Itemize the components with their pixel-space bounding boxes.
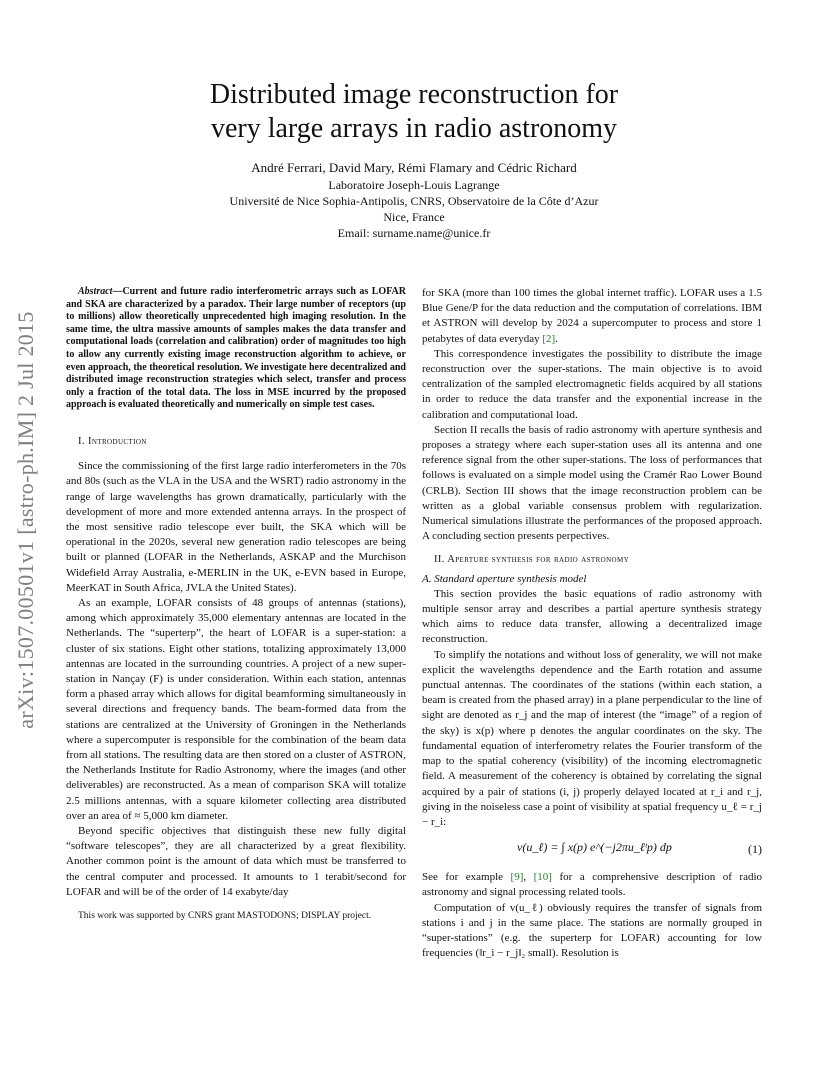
intro-paragraph: Since the commissioning of the first large radio interferometers in the 70s and 80s (such as the VLA in the USA and the WSRT) radio astronomy in the range of large wavelengths has grown dramatically, particularly with the development of more and more extended antenna arrays. In the prospect of the most sensitive radio telescope ever built, the SKA which will be operational in the 2020s, several new generation radio telescopes are being built or planned (LOFAR in the Netherlands, ASKAP and the Murchison Widefield Array Australia, e-MERLIN in the UK, e-EVN based in Europe, MeerKAT in South Africa, JVLA the United States). xyxy=(66,460,406,594)
email-line: Email: surname.name@unice.fr xyxy=(337,226,491,240)
subsection-heading: A. Standard aperture synthesis model xyxy=(422,572,587,585)
equation-1 xyxy=(422,832,762,866)
left-column xyxy=(66,286,406,922)
intro-paragraph: As an example, LOFAR consists of 48 groups of antennas (stations), among which approximately 35,000 elementary antennas are located in the Netherlands. The “superterp”, the heart of LOFAR is a super-station: a cluster of six stations. Eight other stations, totalizing approximately 13,000 antennas are located in the surrounding countries. A project of a new super-station in Nançay (F) is under consideration. Within each station, antennas form a phased array which allows for digital beamforming simultaneously in several directions and frequency bands. The beam-formed data from the stations are centralized at the University of Groningen in the Netherlands where a supercomputer is responsible for the combination of the beam data from all stations. The resulting data are then stored on a cluster of ASTRON, the Netherlands Institute for Radio Astronomy, where the images (and other deliverables) are reconstructed. As a mean of comparison SKA will totalize 2.5 millions antennas, with a square kilometer collecting area distributed over an area of ≈ 5,000 km diameter. xyxy=(66,596,406,822)
arxiv-sidebar-stamp xyxy=(6,290,46,750)
paragraph-text: for a comprehensive description of radio astronomy and signal processing related tools. xyxy=(422,871,763,899)
title-line-2: very large arrays in radio astronomy xyxy=(210,113,618,144)
paper-title xyxy=(0,78,828,146)
author-block xyxy=(0,160,828,241)
arxiv-identifier: arXiv:1507.00501v1 [astro-ph.IM] 2 Jul 2015 xyxy=(13,311,38,729)
paragraph-text: , xyxy=(523,871,534,884)
equation-number: (1) xyxy=(748,842,762,857)
author-names: André Ferrari, David Mary, Rémi Flamary and Cédric Richard xyxy=(251,160,577,175)
body-paragraph: Computation of v(u_ℓ) obviously requires the transfer of signals from stations i and j in the same place. The stations are normally grouped in “super-stations” (e.g. the superterp for LOFAR) accounting for low frequencies (‖r_i − r_j‖₂ small). Resolution is xyxy=(422,901,762,960)
body-paragraph: This section provides the basic equations of radio astronomy with multiple sensor array and describes a partial aperture synthesis strategy which aims to reduce data transfer, allowing a decentralized image reconstruction. xyxy=(422,587,762,646)
body-paragraph: for SKA (more than 100 times the global internet traffic). LOFAR uses a 1.5 Blue Gene/P for the data reduction and the computation of correlations. IBM et ASTRON will develop by 2024 a supercomputer to process and store 1 petabytes of data everyday [2]. xyxy=(422,287,762,345)
footnote: This work was supported by CNRS grant MASTODONS; DISPLAY project. xyxy=(78,911,372,922)
citation-link[interactable]: [9] xyxy=(510,871,524,884)
paragraph-text: for SKA (more than 100 times the global internet traffic). LOFAR uses a 1.5 Blue Gene/P for the data reduction and the computation of correlations. IBM et ASTRON will develop by 2024 a supercomputer to process and store 1 petabytes of data everyday xyxy=(422,287,762,345)
citation-link[interactable]: [10] xyxy=(533,871,552,884)
paragraph-text: See for example xyxy=(422,871,511,884)
body-paragraph: To simplify the notations and without loss of generality, we will not make explicit the wavelengths dependence and the Earth rotation and assume punctual antennas. The coordinates of the stations (within each station, a beam is created from the phased array) in a plane perpendicular to the line of sight are denoted as r_j and the map of interest (the “image” of a region of the sky) is x(p) where p denotes the angular coordinates on the sky. The fundamental equation of interferometry relates the Fourier transform of the map to the spatial coherency (visibility) of the incoming electromagnetic field. A measurement of the coherency is obtained by correlating the signal acquired by a pair of stations (i, j) properly delayed located at r_i and r_j, giving in the noiseless case a point of visibility at spatial frequency u_ℓ = r_j − r_i: xyxy=(422,648,762,828)
section-heading-aperture-synthesis: II. Aperture synthesis for radio astronomy xyxy=(434,554,630,566)
citation-link[interactable]: [2] xyxy=(542,332,556,345)
abstract-label: Abstract xyxy=(78,286,113,297)
affiliation-line: Laboratoire Joseph-Louis Lagrange xyxy=(328,178,500,192)
affiliation-line: Nice, France xyxy=(383,210,445,224)
abstract-text: —Current and future radio interferometric arrays such as LOFAR and SKA are characterized by a paradox. Their large number of receptors (up to millions) allow theoretically unprecedented high imaging resolution. In the same time, the ultra massive amounts of samples makes the data transfer and computational loads (correlation and calibration) order of magnitudes too high to allow any currently existing image reconstruction algorithm to achieve, or even approach, the theoretical resolution. We investigate here decentralized and distributed image reconstruction strategies which select, transfer and process only a fraction of the total data. The loss in MSE incurred by the proposed approach is evaluated theoretically and numerically on simple test cases. xyxy=(66,286,406,411)
abstract xyxy=(66,286,406,412)
body-paragraph: Section II recalls the basis of radio astronomy with aperture synthesis and proposes a strategy where each super-station uses all its antenna and one reference signal from the other super-stations. The loss of performances that follows is evaluated on a simple model using the Cramér Rao Lower Bound (CRLB). Section III shows that the image reconstruction problem can be written as a global variable consensus problem with regularization. Numerical simulations illustrate the performances of the proposed approach. A concluding section presents perpectives. xyxy=(422,423,762,543)
body-paragraph: This correspondence investigates the possibility to distribute the image reconstruction over the super-stations. The main objective is to avoid centralization of the sampled electromagnetic fields acquired by all stations in order to reduce the data transfer and the exponential increase in the calibration and computational load. xyxy=(422,347,762,421)
intro-paragraph: Beyond specific objectives that distinguish these new fully digital “software telescopes”, they are all characterized by a great flexibility. Another common point is the amount of data which must be transferred to the central computer and processed. It amounts to 1 terabit/second for LOFAR and will be of the order of 14 exabyte/day xyxy=(66,825,406,898)
section-heading-introduction: I. Introduction xyxy=(78,435,147,447)
affiliation-line: Université de Nice Sophia-Antipolis, CNRS, Observatoire de la Côte d’Azur xyxy=(229,194,599,208)
title-line-1: Distributed image reconstruction for xyxy=(209,79,619,110)
equation-body: v(u_ℓ) = ∫ x(p) e^(−j2πu_ℓᵗp) dp xyxy=(517,840,672,855)
right-column xyxy=(422,286,762,961)
body-paragraph xyxy=(422,870,762,900)
